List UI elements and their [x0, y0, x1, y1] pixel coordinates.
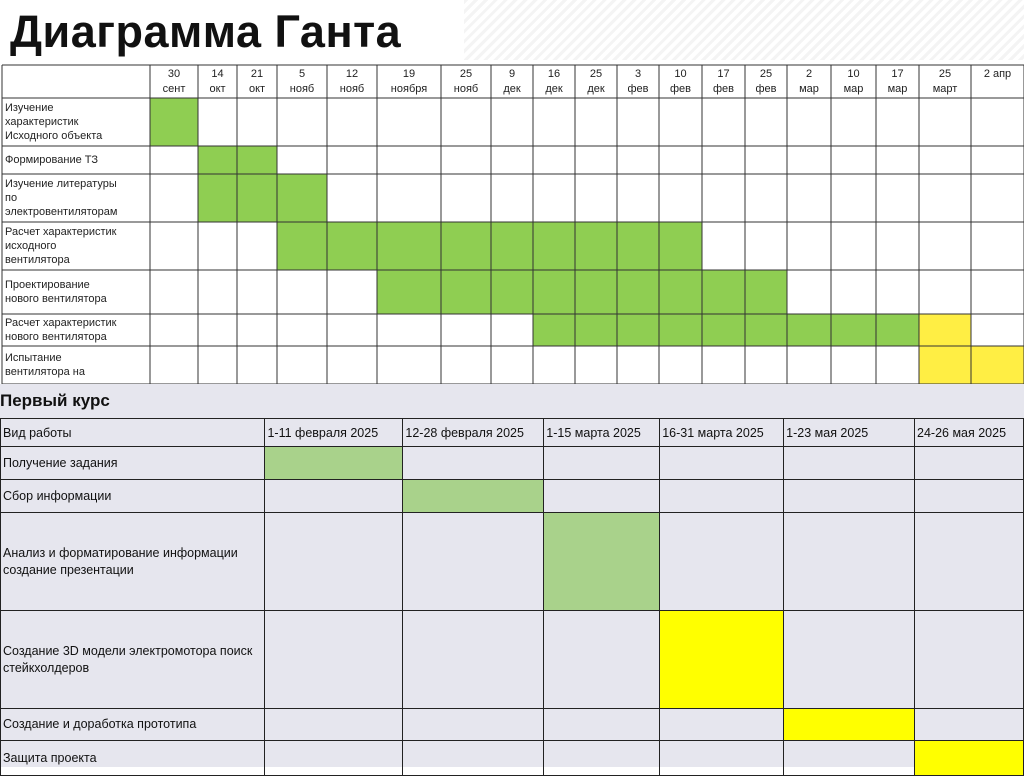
empty-cell [544, 480, 660, 513]
column-month-label: нояб [339, 83, 365, 95]
empty-cell [915, 480, 1024, 513]
column-day-label: 25 [759, 68, 773, 80]
column-month-label: фев [755, 83, 777, 95]
column-day-label: 3 [634, 68, 642, 80]
task-label: Изучение [5, 102, 54, 114]
column-day-label: 25 [589, 68, 603, 80]
empty-cell [660, 480, 784, 513]
empty-cell [265, 480, 403, 513]
empty-cell [544, 709, 660, 741]
column-day-label: 10 [674, 68, 687, 80]
gantt-bar [377, 270, 787, 314]
header-period-cell: 24-26 мая 2025 [915, 419, 1024, 447]
empty-cell [265, 709, 403, 741]
column-month-label: окт [209, 83, 226, 95]
gantt-bar [277, 222, 702, 270]
empty-cell [784, 513, 915, 611]
column-day-label: 14 [211, 68, 224, 80]
empty-cell [544, 611, 660, 709]
empty-cell [784, 741, 915, 776]
table-row [1, 611, 1024, 709]
header-period-cell: 1-15 марта 2025 [544, 419, 660, 447]
column-day-label: 25 [459, 68, 473, 80]
empty-cell [403, 513, 544, 611]
column-day-label: 25 [938, 68, 952, 80]
table-row [1, 480, 1024, 513]
column-month-label: март [932, 83, 958, 95]
task-label: Проектирование [5, 279, 90, 291]
header-task-cell: Вид работы [1, 419, 265, 447]
column-day-label: 12 [345, 68, 359, 80]
task-label: вентилятора [5, 254, 70, 266]
column-day-label: 16 [547, 68, 561, 80]
gantt-bar [919, 314, 971, 346]
column-month-label: сент [162, 83, 186, 95]
task-label: нового вентилятора [5, 331, 107, 343]
column-month-label: окт [248, 83, 266, 95]
empty-cell [403, 709, 544, 741]
gantt-chart-1 [0, 0, 1024, 384]
table-row [1, 513, 1024, 611]
gantt-bar [533, 314, 919, 346]
column-day-label: 17 [717, 68, 730, 80]
header-period-cell: 12-28 февраля 2025 [403, 419, 544, 447]
column-month-label: фев [627, 83, 649, 95]
gantt-bar-cell [784, 709, 915, 741]
empty-cell [660, 447, 784, 480]
empty-cell [915, 611, 1024, 709]
gantt-bar-cell [660, 611, 784, 709]
task-cell: Сбор информации [1, 480, 265, 513]
empty-cell [784, 447, 915, 480]
gantt-bar-cell [265, 447, 403, 480]
task-label: Расчет характеристик [5, 317, 117, 329]
column-month-label: нояб [289, 83, 315, 95]
gantt-bar-cell [403, 480, 544, 513]
empty-cell [265, 741, 403, 776]
first-course-table [0, 418, 1024, 776]
column-month-label: нояб [453, 83, 479, 95]
column-day-label: 2 апр [983, 68, 1012, 80]
column-month-label: ноября [390, 83, 428, 95]
column-day-label: 30 [167, 68, 181, 80]
header-period-cell: 1-23 мая 2025 [784, 419, 915, 447]
empty-cell [784, 480, 915, 513]
task-label: нового вентилятора [5, 293, 107, 305]
empty-cell [265, 513, 403, 611]
task-cell: Получение задания [1, 447, 265, 480]
empty-cell [265, 611, 403, 709]
column-day-label: 19 [402, 68, 416, 80]
empty-cell [544, 447, 660, 480]
empty-cell [403, 447, 544, 480]
empty-cell [784, 611, 915, 709]
empty-cell [915, 447, 1024, 480]
column-month-label: дек [545, 83, 563, 95]
column-day-label: 10 [847, 68, 860, 80]
column-month-label: мар [799, 83, 819, 95]
task-label: Формирование ТЗ [5, 154, 99, 166]
task-label: Исходного объекта [5, 130, 103, 142]
table-row [1, 741, 1024, 776]
task-label: характеристик [5, 116, 79, 128]
task-label: электровентиляторам [5, 206, 118, 218]
task-label: Расчет характеристик [5, 226, 117, 238]
empty-cell [403, 741, 544, 776]
column-day-label: 21 [250, 68, 264, 80]
gantt-bar-cell [544, 513, 660, 611]
column-month-label: дек [503, 83, 521, 95]
column-month-label: фев [712, 83, 735, 95]
empty-cell [660, 513, 784, 611]
task-label: по [5, 192, 18, 204]
table-row [1, 709, 1024, 741]
table-row [1, 447, 1024, 480]
empty-cell [660, 709, 784, 741]
header-period-cell: 1-11 февраля 2025 [265, 419, 403, 447]
header-period-cell: 16-31 марта 2025 [660, 419, 784, 447]
first-course-title: Первый курс [0, 391, 110, 410]
task-label: вентилятора на [5, 366, 85, 378]
column-day-label: 9 [508, 68, 516, 80]
task-cell: Создание и доработка прототипа [1, 709, 265, 741]
empty-cell [544, 741, 660, 776]
task-cell: Анализ и форматирование информации создание презентации [1, 513, 265, 611]
column-day-label: 2 [805, 68, 813, 80]
column-month-label: мар [843, 83, 864, 95]
gantt-bar [198, 174, 327, 222]
empty-cell [915, 513, 1024, 611]
task-label: исходного [5, 240, 57, 252]
empty-cell [660, 741, 784, 776]
task-label: Испытание [5, 352, 62, 364]
gantt-bar [150, 98, 198, 146]
task-label: Изучение литературы [5, 178, 117, 190]
column-day-label: 5 [298, 68, 306, 80]
column-month-label: фев [669, 83, 692, 95]
task-cell: Создание 3D модели электромотора поиск стейкхолдеров [1, 611, 265, 709]
task-cell: Защита проекта [1, 741, 265, 776]
column-day-label: 17 [891, 68, 904, 80]
empty-cell [403, 611, 544, 709]
column-month-label: дек [587, 83, 605, 95]
page-title: Диаграмма Ганта [10, 6, 402, 57]
gantt-bar-cell [915, 741, 1024, 776]
column-month-label: мар [887, 83, 908, 95]
empty-cell [915, 709, 1024, 741]
